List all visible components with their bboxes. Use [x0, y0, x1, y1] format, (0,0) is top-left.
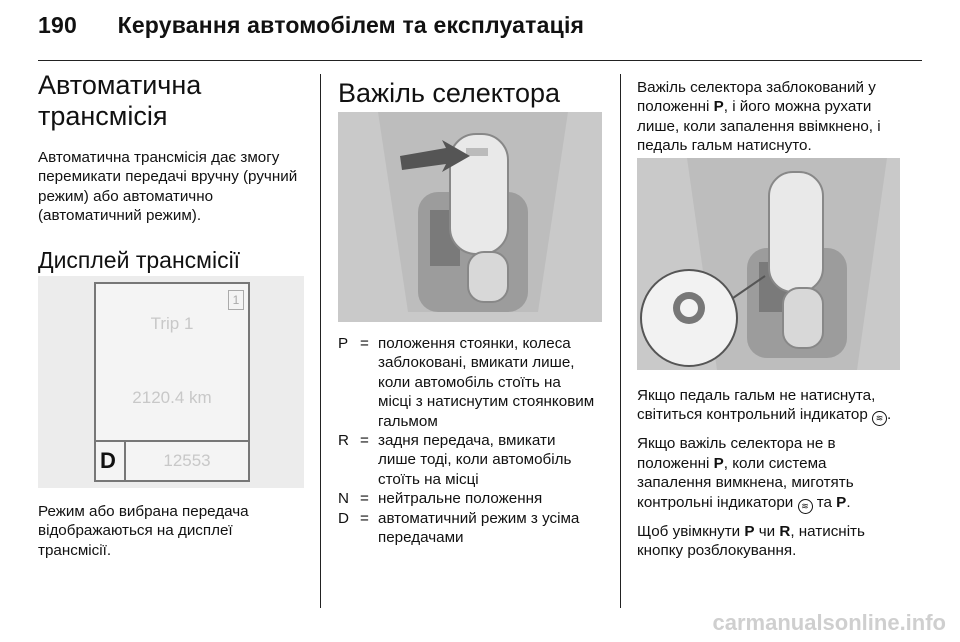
definition-key: N [338, 490, 349, 508]
text-run: та [812, 493, 837, 511]
definition-n [338, 489, 600, 508]
definition-eq: = [360, 335, 369, 352]
definition-eq: = [360, 432, 369, 450]
brake-paragraph [637, 386, 905, 426]
lock-paragraph [637, 78, 905, 156]
unlock-paragraph [637, 522, 905, 561]
left-column [38, 70, 306, 274]
text-run: , і його можна рухати лише, коли запалення ввімкнено, і педаль гальм натиснуто. [637, 98, 881, 155]
definition-eq: = [360, 490, 369, 508]
text-run: R [779, 522, 791, 540]
definition-text: нейтральне положення [378, 490, 543, 508]
definition-key: R [338, 432, 349, 450]
selector-lever-figure [338, 112, 602, 322]
right-text-block [637, 386, 905, 560]
brake-warning-icon: ≋ [872, 411, 887, 426]
unlock-button-illustration [637, 158, 900, 370]
text-run: . [846, 493, 851, 511]
definition-key: D [338, 509, 349, 527]
position-definitions [338, 334, 600, 547]
section-title: Автоматична трансмісія [38, 70, 202, 131]
display-title: Дисплей трансмісії [38, 246, 241, 273]
definition-text: автоматичний режим з усіма передачами [378, 509, 580, 547]
definition-text: задня передача, вмикати лише тоді, коли автомобіль стоїть на місці [378, 432, 572, 488]
odometer-value: 12553 [163, 451, 211, 470]
definition-p [338, 334, 600, 431]
transmission-display-figure [38, 276, 304, 488]
selector-title: Важіль селектора [338, 78, 561, 108]
text-run: P [713, 454, 724, 472]
definition-r [338, 431, 600, 489]
brake-warning-icon: ≋ [798, 499, 813, 514]
text-run: Якщо педаль гальм не натиснута, світиться контрольний індикатор [637, 387, 876, 424]
text-run: . [887, 406, 892, 424]
text-run: Важіль селектора заблокований у положенні [637, 79, 876, 116]
gear-indicator: D [100, 448, 116, 473]
column-divider-2 [620, 74, 621, 608]
text-run: Якщо важіль селектора не в положенні [637, 435, 836, 472]
display-caption: Режим або вибрана передача відображаються на дисплеї трансмісії. [38, 503, 249, 559]
trip-label: Trip 1 [150, 314, 194, 333]
display-separator [96, 440, 248, 442]
header-rule [38, 60, 922, 61]
page-number: 190 [38, 12, 77, 38]
trip-icon: 1 [228, 290, 244, 310]
ignition-paragraph [637, 434, 905, 513]
text-run: Щоб увімкнути [637, 522, 745, 540]
text-run: , коли система запалення вимкнена, миготять контрольні індикатори [637, 454, 854, 511]
text-run: P [713, 98, 724, 116]
text-run: чи [754, 522, 780, 540]
definition-text: положення стоянки, колеса заблоковані, вмикати лише, коли автомобіль стоїть на місці з натиснутим стоянковим гальмом [378, 335, 595, 430]
definition-eq: = [360, 509, 369, 527]
selector-lever-illustration [338, 112, 602, 322]
intro-text: Автоматична трансмісія дає змогу перемикати передачі вручну (ручний режим) або автоматично (автоматичний режим). [38, 149, 298, 225]
text-run: P [836, 493, 847, 511]
watermark: carmanualsonline.info [712, 610, 946, 635]
definition-key: P [338, 335, 349, 352]
column-divider-1 [320, 74, 321, 608]
text-run: P [744, 522, 755, 540]
trip-distance: 2120.4 km [132, 388, 212, 407]
chapter-title: Керування автомобілем та експлуатація [117, 12, 585, 38]
definition-d [338, 509, 600, 548]
text-run: , натисніть кнопку розблокування. [637, 522, 865, 560]
transmission-display [94, 282, 250, 482]
page-header [38, 12, 584, 39]
unlock-button-figure [637, 158, 900, 370]
